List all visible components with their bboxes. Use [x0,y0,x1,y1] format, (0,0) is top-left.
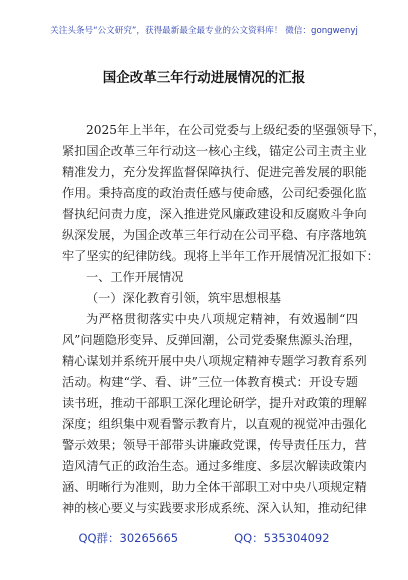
body-line: 活动。构建“学、看、讲”三位一体教育模式：开设专题 [62,375,358,389]
body-line: 为严格贯彻落实中央八项规定精神，有效遏制“四 [86,312,358,326]
qq-group-number: QQ群：30265665 [78,531,179,545]
promo-banner: 关注头条号“公文研究”，获得最新最全最专业的公文资料库！ 微信：gongwenyj [50,26,358,36]
subsection-heading: （一）深化教育引领，筑牢思想根基 [86,291,281,305]
section-heading: 一、工作开展情况 [86,270,184,284]
body-line: 紧扣国企改革三年行动这一核心主线，锚定公司主责主业 [62,144,367,158]
body-line: 警示效果；领导干部带头讲廉政党课，传导责任压力，营 [62,438,367,452]
document-title: 国企改革三年行动进展情况的汇报 [102,70,306,86]
body-line: 深度；组织集中观看警示教育片，以直观的视觉冲击强化 [62,417,367,431]
body-line: 牢了坚实的纪律防线。现将上半年工作开展情况汇报如下： [62,249,379,263]
body-line: 纵深发展，为国企改革三年行动在公司平稳、有序落地筑 [62,228,367,242]
body-line: 读书班，推动干部职工深化理论研学，提升对政策的理解 [62,396,367,410]
body-line: 涵、明晰行为准则，助力全体干部职工对中央八项规定精 [62,480,367,494]
body-line: 精心谋划并系统开展中央八项规定精神专题学习教育系列 [62,354,367,368]
body-line: 作用。秉持高度的政治责任感与使命感，公司纪委强化监 [62,186,367,200]
body-line: 风”问题隐形变异、反弹回潮，公司党委聚焦源头治理， [62,333,361,347]
body-line: 造风清气正的政治生态。通过多维度、多层次解读政策内 [62,459,367,473]
body-line: 督执纪问责力度，深入推进党风廉政建设和反腐败斗争向 [62,207,367,221]
footer-contact [0,530,408,546]
body-line: 2025年上半年，在公司党委与上级纪委的坚强领导下， [86,123,386,137]
body-line: 精准发力，充分发挥监督保障执行、促进完善发展的职能 [62,165,367,179]
body-line: 神的核心要义与实践要求形成系统、深入认知，推动纪律 [62,501,367,515]
qq-number: QQ：535304092 [234,531,330,545]
